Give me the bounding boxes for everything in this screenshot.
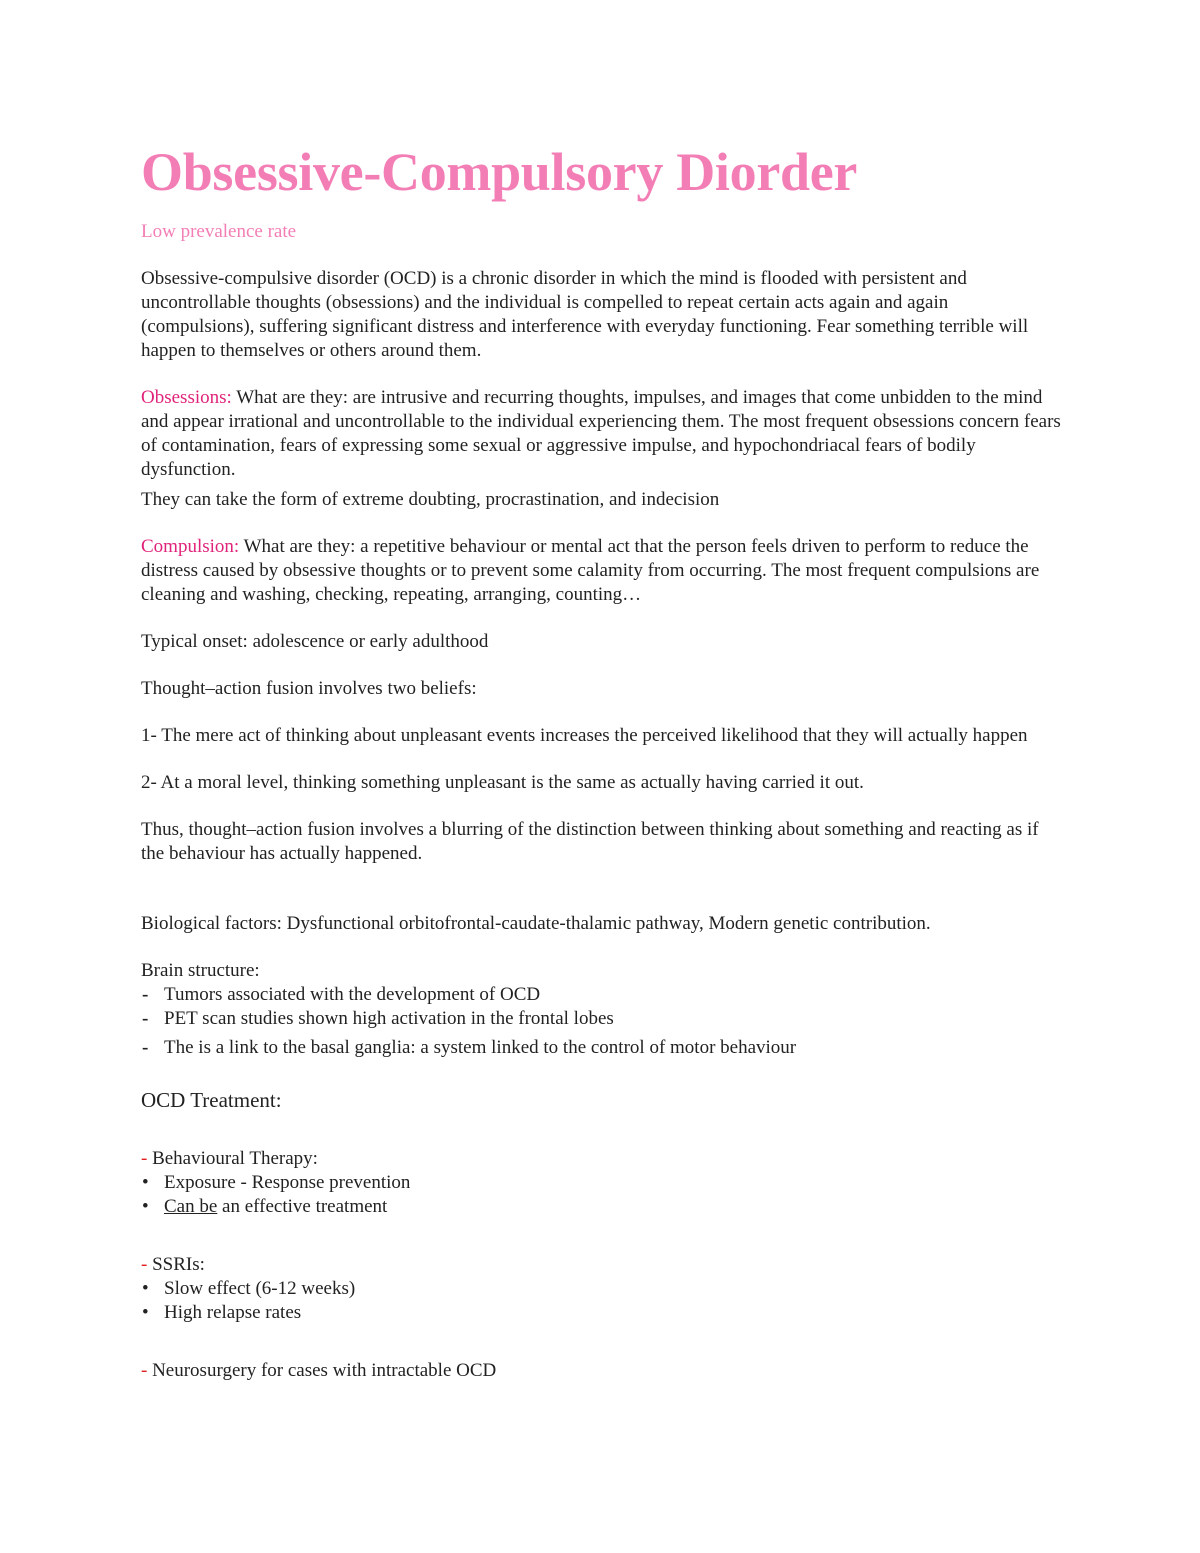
list-item: - PET scan studies shown high activation in the frontal lobes (141, 1007, 1061, 1031)
compulsion-term: Compulsion: (141, 536, 240, 557)
document-title: Obsessive-Compulsory Diorder (141, 142, 858, 202)
dash-marker: - (141, 1148, 148, 1169)
obsessions-term: Obsessions: (141, 387, 232, 408)
taf-intro: Thought–action fusion involves two beliefs: (141, 678, 477, 699)
behavioural-therapy-text: Behavioural Therapy: (147, 1148, 318, 1169)
list-item: • Slow effect (6-12 weeks) (141, 1277, 1061, 1301)
ssri-list (141, 1277, 1061, 1325)
taf-belief-1: 1- The mere act of thinking about unpleasant events increases the perceived likelihood that they will actually happen (141, 725, 1028, 746)
ssri-text: SSRIs: (147, 1254, 205, 1275)
onset-paragraph: Typical onset: adolescence or early adulthood (141, 631, 489, 652)
neurosurgery-text: Neurosurgery for cases with intractable OCD (147, 1360, 497, 1381)
underlined-text: Can be (164, 1196, 218, 1217)
brain-structure-heading: Brain structure: (141, 960, 260, 981)
list-item: - Tumors associated with the development of OCD (141, 983, 1061, 1007)
document-page (141, 140, 1061, 1383)
biological-factors: Biological factors: Dysfunctional orbitofrontal-caudate-thalamic pathway, Modern genetic contribution. (141, 913, 931, 934)
behavioural-therapy-label (141, 1147, 1061, 1171)
neurosurgery-line (141, 1359, 1061, 1383)
obsessions-text: What are they: are intrusive and recurring thoughts, impulses, and images that come unbidden to the mind and appear irrational and uncontrollable to the individual experiencing them. The most frequent obsessions concern fears of contamination, fears of expressing some sexual or aggressive impulse, and hypochondriacal fears of bodily dysfunction. (141, 387, 1061, 480)
compulsion-paragraph (141, 535, 1061, 607)
treatment-heading: OCD Treatment: (141, 1088, 282, 1112)
obsessions-extra: They can take the form of extreme doubting, procrastination, and indecision (141, 489, 720, 510)
compulsion-text: What are they: a repetitive behaviour or mental act that the person feels driven to perform to reduce the distress caused by obsessive thoughts or to prevent some calamity from occurring. The most frequent compulsions are cleaning and washing, checking, repeating, arranging, counting… (141, 536, 1040, 605)
ssri-label (141, 1253, 1061, 1277)
list-item: - The is a link to the basal ganglia: a system linked to the control of motor behaviour (141, 1036, 1061, 1060)
list-item-text: an effective treatment (217, 1196, 388, 1217)
taf-belief-2: 2- At a moral level, thinking something unpleasant is the same as actually having carried it out. (141, 772, 864, 793)
list-item: • High relapse rates (141, 1301, 1061, 1325)
dash-marker: - (141, 1360, 148, 1381)
intro-paragraph: Obsessive-compulsive disorder (OCD) is a chronic disorder in which the mind is flooded with persistent and uncontrollable thoughts (obsessions) and the individual is compelled to repeat certain acts again and again (compulsions), suffering significant distress and interference with everyday functioning. Fear something terrible will happen to themselves or others around them. (141, 268, 1029, 361)
behavioural-therapy-list (141, 1171, 1061, 1219)
list-item: • Exposure - Response prevention (141, 1171, 1061, 1195)
brain-structure-list (141, 983, 1061, 1060)
obsessions-paragraph (141, 386, 1061, 482)
dash-marker: - (141, 1254, 148, 1275)
document-subtitle: Low prevalence rate (141, 221, 297, 242)
taf-summary: Thus, thought–action fusion involves a blurring of the distinction between thinking about something and reacting as if the behaviour has actually happened. (141, 819, 1039, 864)
list-item (141, 1195, 1061, 1219)
